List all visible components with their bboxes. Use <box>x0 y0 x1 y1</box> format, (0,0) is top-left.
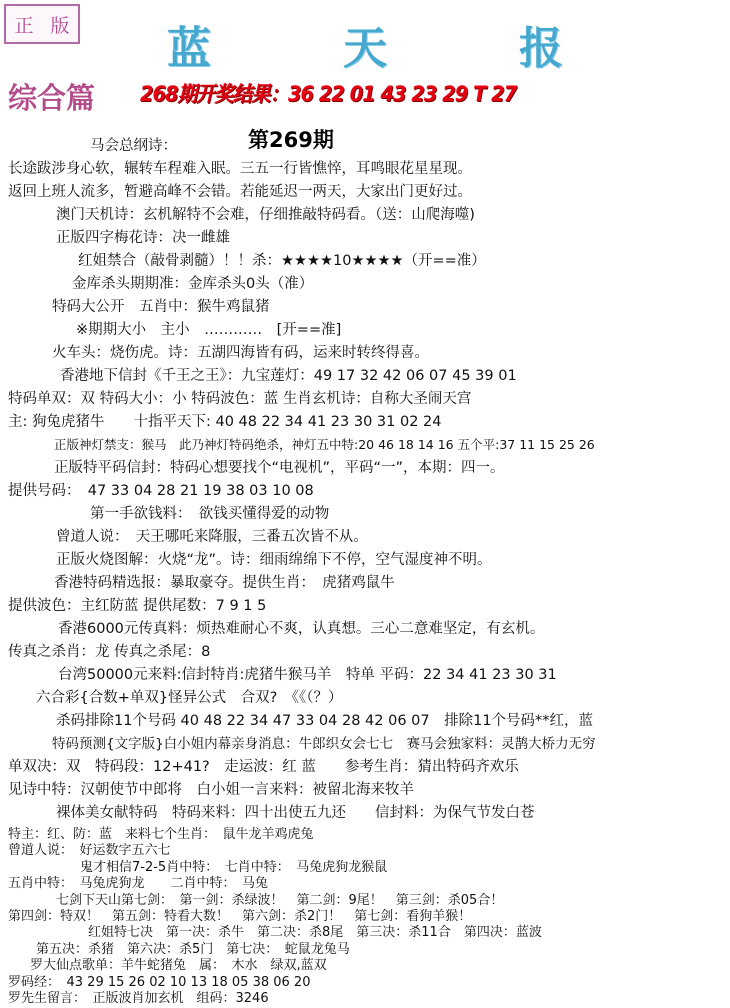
text-line: 罗大仙点歌单：羊牛蛇猪兔 属： 木水 绿双,蓝双 <box>30 958 327 974</box>
text-line: 特码大公开 五肖中：猴牛鸡鼠猪 <box>52 299 270 315</box>
draw-result: 268期开奖结果：36 22 01 43 23 29 T 27 <box>140 82 517 106</box>
text-line: 特码预测{文字版}白小姐内幕亲身消息：牛郎织女会七七 赛马会独家料：灵鹊大桥力无穷 <box>52 736 596 752</box>
text-line: 正版四字梅花诗：决一雌雄 <box>56 230 230 246</box>
text-line: 裸体美女献特码 特码来料：四十出使五九还 信封料：为保气节发白苍 <box>56 805 535 821</box>
text-line: 罗先生留言： 正版波肖加玄机 组码：3246 <box>8 991 269 1006</box>
text-line: 正版特平码信封：特码心想要找个“电视机”，平码“一”，本期：四一。 <box>54 460 505 476</box>
text-line: 澳门天机诗：玄机解特不会难，仔细推敲特码看。（送：山爬海噬) <box>56 207 475 223</box>
text-line: 马会总纲诗： <box>90 138 177 154</box>
text-line: 提供波色：主红防蓝 提供尾数：7 9 1 5 <box>8 598 267 614</box>
stamp-char-left: 正 <box>14 14 34 37</box>
text-line: 香港地下信封《千王之王》：九宝莲灯：49 17 32 42 06 07 45 39 01 <box>60 368 517 384</box>
text-line: 香港特码精选报：暴取豪夺。提供生肖： 虎猪鸡鼠牛 <box>54 575 395 591</box>
text-line: 特码单双：双 特码大小：小 特码波色：蓝 生肖玄机诗：自称大圣闹天宫 <box>8 391 472 407</box>
text-line: 正版神灯禁支：猴马 此乃神灯特码绝杀，神灯五中特:20 46 18 14 16 五个平:37 11 15 25 26 <box>54 437 595 452</box>
text-line: 提供号码： 47 33 04 28 21 19 38 03 10 08 <box>8 483 314 499</box>
stamp-char-right: 版 <box>50 14 70 37</box>
text-line: 第一手欲钱料： 欲钱买懂得爱的动物 <box>90 506 330 522</box>
paper-title: 蓝 天 报 <box>167 23 607 74</box>
text-line: 火车头：烧伤虎。诗：五湖四海皆有码，运来时转终得喜。 <box>52 345 429 361</box>
text-line: 正版火烧图解：火烧“龙”。诗：细雨绵绵下不停，空气湿度神不明。 <box>56 552 492 568</box>
text-line: 返回上班人流多，暂避高峰不会错。若能延迟一两天，大家出门更好过。 <box>8 184 472 200</box>
text-line: 曾道人说： 好运数字五六七 <box>8 843 171 859</box>
text-line: 传真之杀肖：龙 传真之杀尾：8 <box>8 644 211 660</box>
text-line: 五肖中特： 马兔虎狗龙 二肖中特： 马兔 <box>8 876 269 892</box>
issue-number: 第269期 <box>248 128 334 152</box>
text-line: 主: 狗兔虎猪牛 十指平天下: 40 48 22 34 41 23 30 31 02 24 <box>8 414 442 430</box>
text-line: 罗码经： 43 29 15 26 02 10 13 18 05 38 06 20 <box>8 974 311 990</box>
text-line: 第五决：杀猪 第六决：杀5门 第七决： 蛇鼠龙兔马 <box>36 941 350 957</box>
text-line: 台湾50000元来料:信封特肖:虎猪牛猴马羊 特单 平码：22 34 41 23 30 31 <box>58 667 557 683</box>
text-line: 香港6000元传真料：烦热难耐心不爽，认真想。三心二意难坚定，有玄机。 <box>58 621 545 637</box>
section-label: 综合篇 <box>8 81 96 115</box>
text-line: 第四剑：特双！ 第五剑：特看大数！ 第六剑：杀2门！ 第七剑：看狗羊猴！ <box>8 909 472 924</box>
text-line: ※期期大小 主小 ………… [开==准] <box>76 322 342 338</box>
text-line: 六合彩{合数+单双}怪异公式 合双? 《《（？） <box>36 690 343 706</box>
text-line: 金库杀头期期准：金库杀头0头（准） <box>72 276 314 292</box>
text-line: 红姐特七决 第一决：杀牛 第二决：杀8尾 第三决：杀11合 第四决：蓝波 <box>88 925 542 941</box>
text-line: 七剑下天山第七剑： 第一剑：杀绿波！ 第二剑：9尾！ 第三剑：杀05合！ <box>56 892 504 908</box>
text-line: 长途跋涉身心软，辗转车程难入眠。三五一行皆憔悴，耳鸣眼花星星现。 <box>8 161 472 177</box>
text-line: 杀码排除11个号码 40 48 22 34 47 33 04 28 42 06 07 排除11个号码**红，蓝 <box>56 713 594 729</box>
text-line: 见诗中特：汉朝使节中郎将 白小姐一言来料：被留北海来牧羊 <box>8 782 414 798</box>
text-line: 单双决：双 特码段：12+41? 走运波：红 蓝 参考生肖：猜出特码齐欢乐 <box>8 759 519 775</box>
text-line: 特主：红、防：蓝 来料七个生肖： 鼠牛龙羊鸡虎兔 <box>8 827 314 842</box>
text-line: 曾道人说： 天王哪吒来降服，三番五次皆不从。 <box>56 529 368 545</box>
text-line: 鬼才相信7-2-5肖中特： 七肖中特： 马兔虎狗龙猴鼠 <box>80 859 388 875</box>
text-line: 红姐禁合（敲骨剥髓）！！杀：★★★★10★★★★（开==准） <box>78 253 486 269</box>
